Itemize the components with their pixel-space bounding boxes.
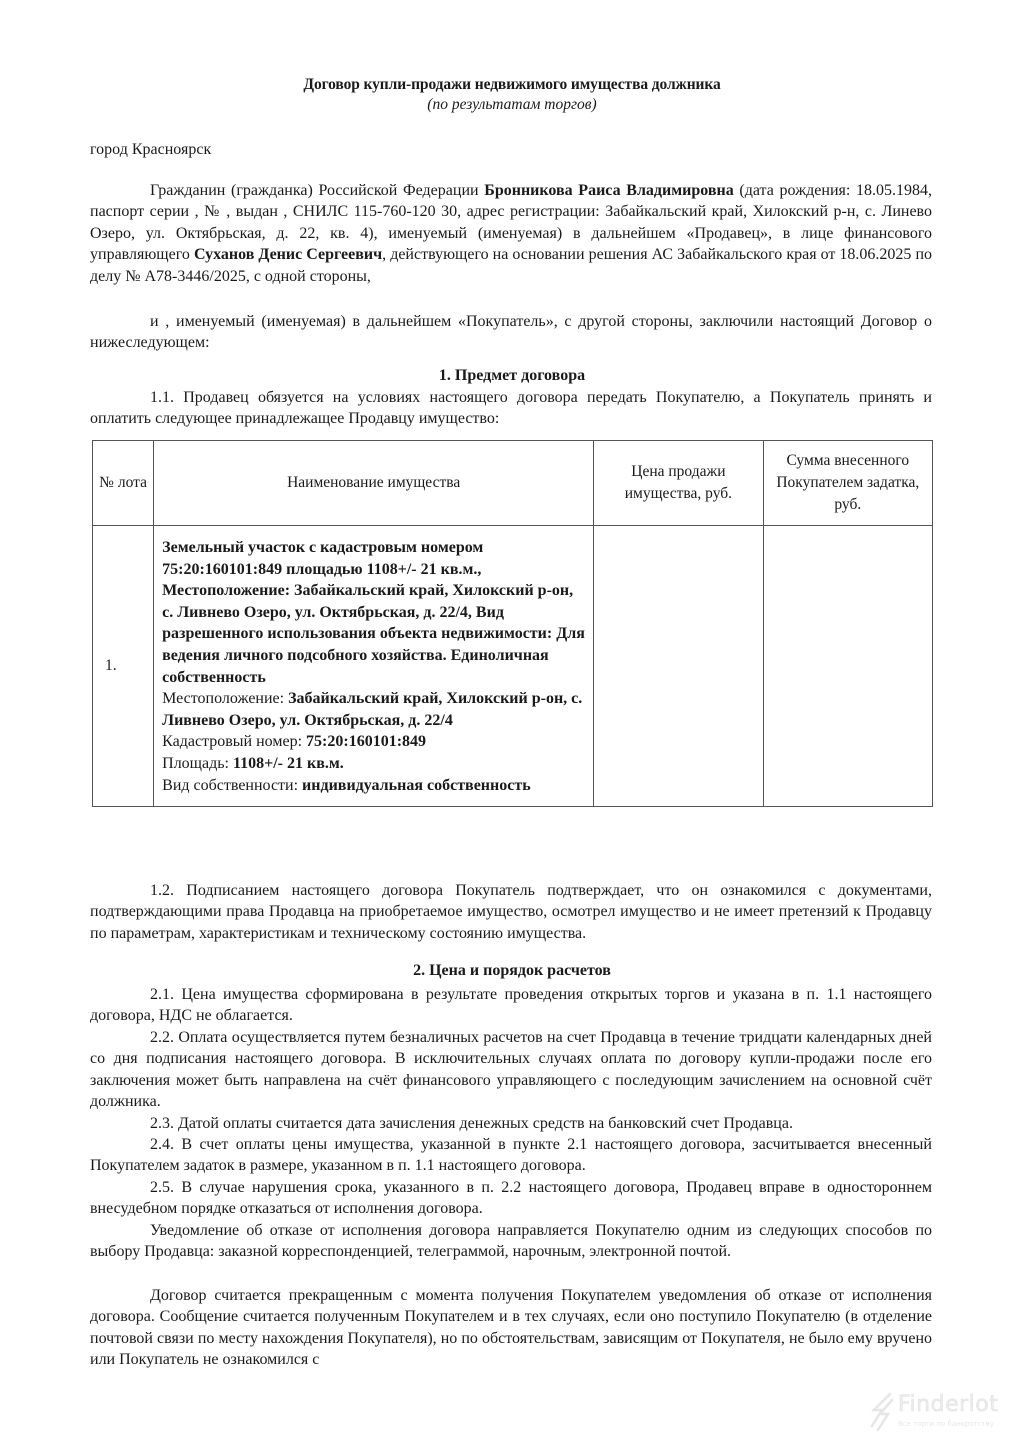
preamble-buyer-paragraph: [90, 311, 932, 354]
clause-text: 2.1. Цена имущества сформирована в результате проведения открытых торгов и указана в п. 1.1 настоящего договора, НДС не облагается.: [90, 986, 932, 1025]
clause-2-2: [90, 1027, 932, 1113]
property-description: [154, 526, 594, 807]
finderlot-watermark: [868, 1392, 1018, 1442]
sale-price-cell: [594, 526, 763, 807]
clause-text: 2.5. В случае нарушения срока, указанного в п. 2.2 настоящего договора, Продавец вправе в одностороннем внесудебном порядке отказаться от исполнения договора.: [90, 1179, 932, 1218]
clause-1-2: [90, 880, 932, 944]
location-label: Местоположение:: [162, 690, 289, 708]
property-table: [92, 440, 933, 807]
notice-paragraph: [90, 1220, 932, 1263]
clause-text: Уведомление об отказе от исполнения договора направляется Покупателю одним из следующих способов по выбору Продавца: заказной корреспонденцией, телеграммой, нарочным, электронной почтой.: [90, 1222, 932, 1261]
clause-text: 2.4. В счет оплаты цены имущества, указанной в пункте 2.1 настоящего договора, засчитывается внесенный Покупателем задаток в размере, указанном в п. 1.1 настоящего договора.: [90, 1136, 932, 1175]
contract-city: город Красноярск: [90, 141, 212, 158]
ownership-label: Вид собственности:: [162, 776, 303, 794]
preamble-text: (дата рождения: 18.05.1984, паспорт серии , № , выдан , СНИЛС 115-760-120 30, адрес регистрации: Забайкальский край, Хилокский р-н, с. Линево Озеро, ул. Октябрьская, д. 22, кв. 4), именуемый (именуемая) в дальнейшем «Продавец», в лице финансового управляющего: [90, 182, 932, 264]
clause-2-5: [90, 1177, 932, 1220]
document-title: Договор купли-продажи недвижимого имущества должника: [303, 76, 721, 93]
deposit-cell: [763, 526, 932, 807]
clause-text: 2.2. Оплата осуществляется путем безналичных расчетов на счет Продавца в течение тридцати календарных дней со дня подписания настоящего договора. В исключительных случаях оплата по договору купли-продажи после его заключения может быть направлена на счёт финансового управляющего с последующим зачислением на основной счёт должника.: [90, 1029, 932, 1111]
clause-text: Договор считается прекращенным с момента получения Покупателем уведомления об отказе от исполнения договора. Сообщение считается полученным Покупателем и в тех случаях, если оно поступило Покупателю (в отделение почтовой связи по месту нахождения Покупателя), но по обстоятельствам, зависящим от Покупателя, не было ему вручено или Покупатель не ознакомился с: [90, 1287, 932, 1369]
watermark-brand: Finderlot: [898, 1392, 999, 1417]
clause-text: 1.2. Подписанием настоящего договора Покупатель подтверждает, что он ознакомился с документами, подтверждающими права Продавца на приобретаемое имущество, осмотрел имущество и не имеет претензий к Продавцу по параметрам, характеристикам и техническому состоянию имущества.: [90, 882, 932, 942]
preamble-seller-paragraph: [90, 180, 932, 287]
preamble-text: Гражданин (гражданка) Российской Федерации: [150, 182, 485, 199]
cadastral-label: Кадастровый номер:: [162, 733, 307, 751]
clause-1-1: [90, 387, 932, 430]
header-property-name: Наименование имущества: [154, 441, 594, 526]
property-summary: Земельный участок с кадастровым номером 75:20:160101:849 площадью 1108+/- 21 кв.м., Местоположение: Забайкальский край, Хилокский р-он, с. Ливнево Озеро, ул. Октябрьская, д. 22/4, Вид разрешенного использования объекта недвижимости: Для ведения личного подсобного хозяйства. Единоличная собственность: [162, 539, 585, 686]
header-deposit-amount: Сумма внесенного Покупателем задатка, руб.: [763, 441, 932, 526]
clause-text: 2.3. Датой оплаты считается дата зачисления денежных средств на банковский счет Продавца.: [150, 1115, 793, 1132]
section-1-heading: 1. Предмет договора: [438, 367, 586, 384]
header-sale-price: Цена продажи имущества, руб.: [594, 441, 763, 526]
area-value: 1108+/- 21 кв.м.: [232, 754, 344, 772]
document-subtitle: (по результатам торгов): [427, 96, 597, 113]
area-label: Площадь:: [162, 754, 233, 772]
table-header-row: [93, 441, 933, 526]
header-lot-number: № лота: [93, 441, 154, 526]
watermark-tagline: Все торги по банкротству: [898, 1420, 994, 1428]
section-2-heading: 2. Цена и порядок расчетов: [413, 962, 611, 979]
clause-2-3: [90, 1113, 932, 1134]
cadastral-value: 75:20:160101:849: [306, 733, 427, 751]
lot-number: 1.: [93, 526, 154, 807]
preamble-text: , действующего на основании решения АС Забайкальского края от 18.06.2025 по делу № А78-3446/2025, с одной стороны,: [90, 246, 933, 285]
ownership-value: индивидуальная собственность: [302, 776, 531, 794]
clause-2-1: [90, 984, 932, 1027]
clause-text: 1.1. Продавец обязуется на условиях настоящего договора передать Покупателю, а Покупатель принять и оплатить следующее принадлежащее Продавцу имущество:: [90, 389, 932, 428]
finderlot-logo-icon: [868, 1392, 898, 1432]
table-row: [93, 526, 933, 807]
clause-2-4: [90, 1134, 932, 1177]
financial-manager-name: Суханов Денис Сергеевич: [193, 246, 383, 264]
location-value: Забайкальский край, Хилокский р-он, с. Ливнево Озеро, ул. Октябрьская, д. 22/4: [162, 690, 583, 729]
preamble-text: и , именуемый (именуемая) в дальнейшем «Покупатель», с другой стороны, заключили настоящий Договор о нижеследующем:: [90, 313, 932, 352]
seller-name: Бронникова Раиса Владимировна: [484, 182, 734, 199]
termination-paragraph: [90, 1285, 932, 1371]
